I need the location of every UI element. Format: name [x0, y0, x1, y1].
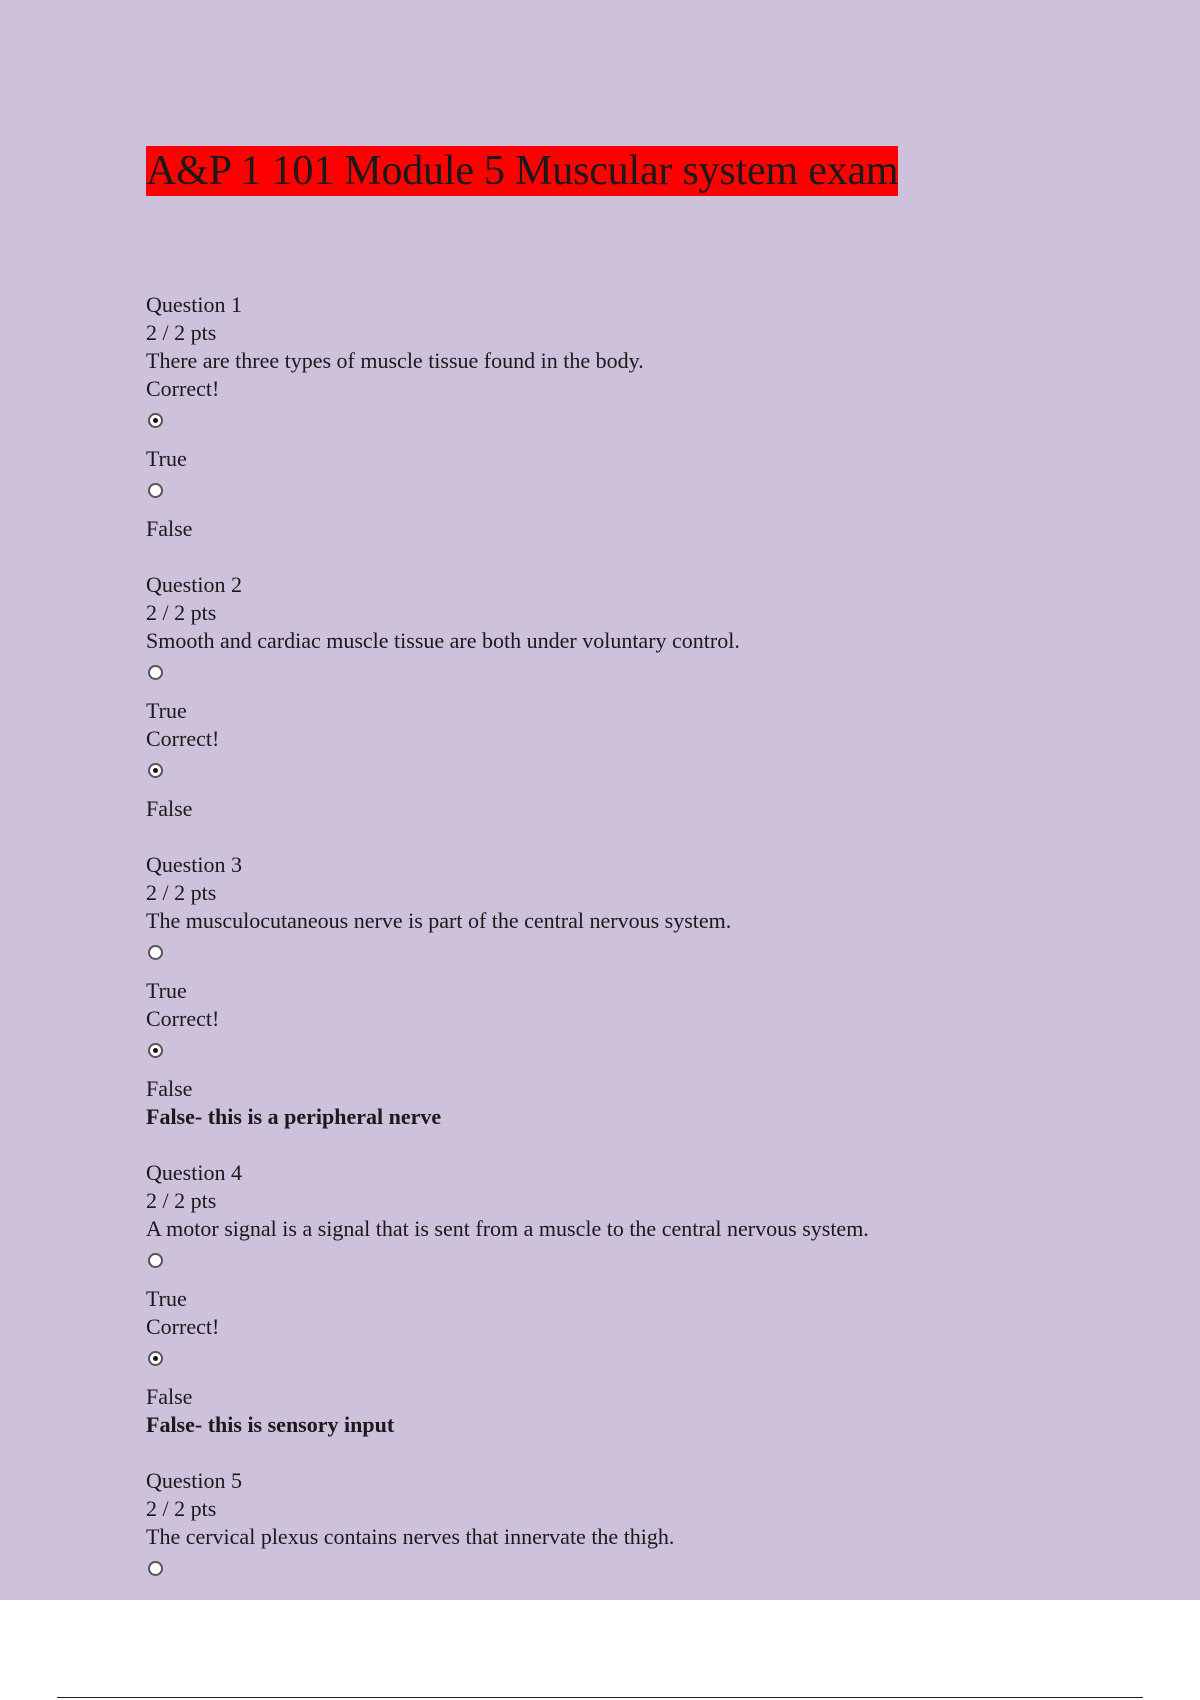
- question-points: 2 / 2 pts: [146, 880, 217, 905]
- question-label: Question 4: [146, 1160, 242, 1185]
- correct-marker: Correct!: [146, 1006, 220, 1031]
- option-false-row: [146, 1033, 1146, 1075]
- correct-marker: Correct!: [146, 1314, 220, 1339]
- question-2: [146, 571, 1146, 823]
- option-false-row: [146, 473, 1146, 515]
- option-true-label: True: [146, 978, 187, 1003]
- question-4: [146, 1159, 1146, 1439]
- question-points: 2 / 2 pts: [146, 320, 217, 345]
- option-false-label: False: [146, 796, 193, 821]
- option-true-row: [146, 1243, 1146, 1285]
- radio-false[interactable]: [148, 1351, 163, 1366]
- option-true-label: True: [146, 1286, 187, 1311]
- option-true-label: True: [146, 446, 187, 471]
- question-text: The cervical plexus contains nerves that innervate the thigh.: [146, 1524, 675, 1549]
- question-label: Question 1: [146, 292, 242, 317]
- answer-feedback: False- this is sensory input: [146, 1412, 395, 1437]
- radio-true[interactable]: [148, 665, 163, 680]
- question-label: Question 5: [146, 1468, 242, 1493]
- footer-divider: [57, 1697, 1143, 1698]
- question-text: There are three types of muscle tissue found in the body. Correct!: [146, 348, 644, 401]
- question-list: [146, 291, 1146, 1621]
- question-label: Question 2: [146, 572, 242, 597]
- answer-feedback: False- this is a peripheral nerve: [146, 1104, 442, 1129]
- question-points: 2 / 2 pts: [146, 1496, 217, 1521]
- option-true-row: [146, 935, 1146, 977]
- question-text: A motor signal is a signal that is sent from a muscle to the central nervous system.: [146, 1216, 869, 1241]
- radio-false[interactable]: [148, 483, 163, 498]
- question-1: [146, 291, 1146, 543]
- radio-false[interactable]: [148, 1043, 163, 1058]
- question-points: 2 / 2 pts: [146, 1188, 217, 1213]
- option-true-row: [146, 403, 1146, 445]
- radio-false[interactable]: [148, 763, 163, 778]
- radio-true[interactable]: [148, 945, 163, 960]
- option-false-row: [146, 753, 1146, 795]
- option-false-row: [146, 1341, 1146, 1383]
- radio-true[interactable]: [148, 413, 163, 428]
- question-text: The musculocutaneous nerve is part of the central nervous system.: [146, 908, 732, 933]
- question-text: Smooth and cardiac muscle tissue are both under voluntary control.: [146, 628, 740, 653]
- question-5: [146, 1467, 1146, 1593]
- radio-true[interactable]: [148, 1253, 163, 1268]
- option-false-label: False: [146, 1076, 193, 1101]
- question-points: 2 / 2 pts: [146, 600, 217, 625]
- option-true-row: [146, 1551, 1146, 1593]
- radio-true[interactable]: [148, 1561, 163, 1576]
- correct-marker: Correct!: [146, 726, 220, 751]
- question-3: [146, 851, 1146, 1131]
- exam-title: A&P 1 101 Module 5 Muscular system exam: [146, 148, 899, 194]
- question-label: Question 3: [146, 852, 242, 877]
- option-true-row: [146, 655, 1146, 697]
- option-false-label: False: [146, 1384, 193, 1409]
- option-false-label: False: [146, 516, 193, 541]
- option-true-label: True: [146, 698, 187, 723]
